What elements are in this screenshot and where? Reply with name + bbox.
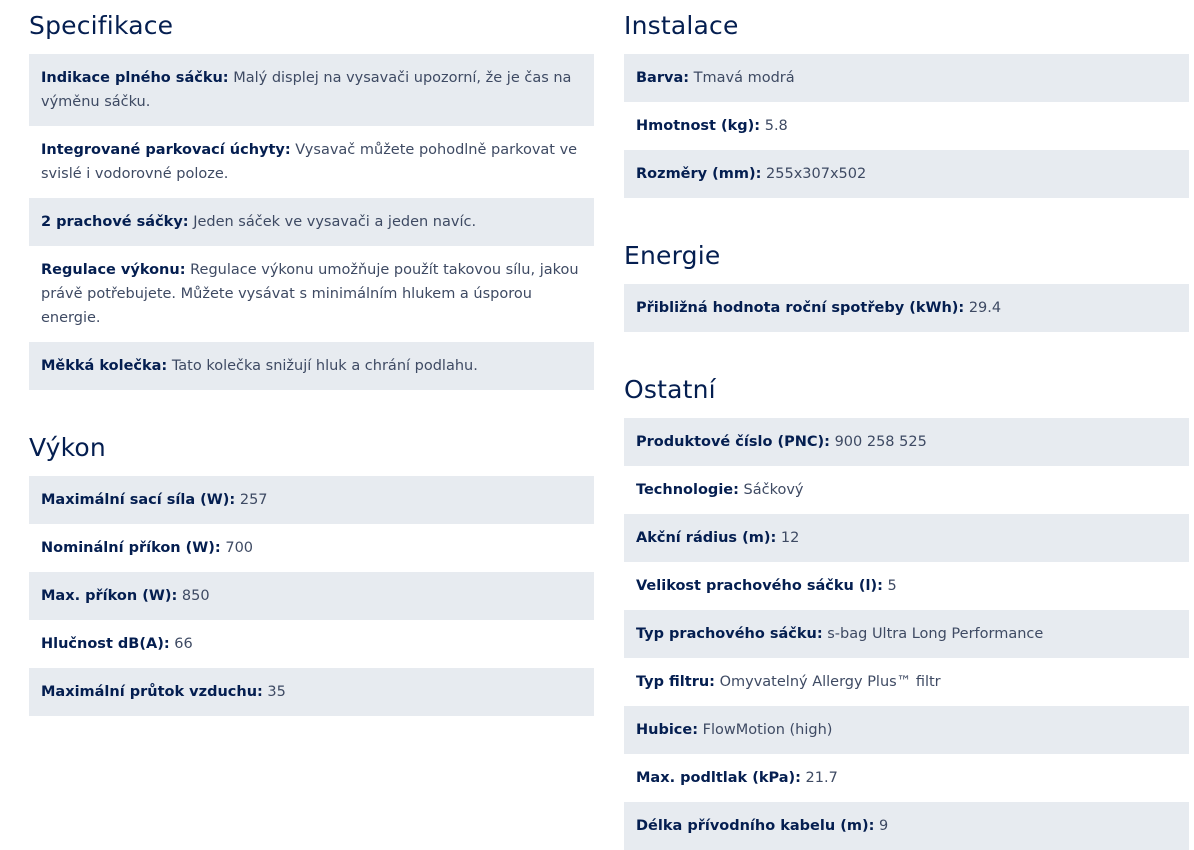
spec-row bbox=[624, 514, 1189, 562]
spec-value: 5 bbox=[887, 578, 897, 594]
spec-row bbox=[624, 562, 1189, 610]
section-spacer bbox=[29, 390, 594, 422]
section-spacer bbox=[624, 332, 1189, 364]
spec-row bbox=[624, 610, 1189, 658]
spec-label: Typ filtru: bbox=[636, 674, 715, 690]
spec-row bbox=[624, 754, 1189, 802]
spec-value: 12 bbox=[780, 530, 800, 546]
spec-value: 35 bbox=[267, 684, 286, 700]
spec-label: 2 prachové sáčky: bbox=[41, 214, 189, 230]
spec-row bbox=[29, 342, 594, 390]
spec-row bbox=[624, 150, 1189, 198]
spec-value: Sáčkový bbox=[743, 482, 804, 498]
spec-value: 257 bbox=[239, 492, 268, 508]
spec-value: 66 bbox=[174, 636, 193, 652]
spec-row bbox=[29, 126, 594, 198]
energie-list bbox=[624, 284, 1189, 332]
spec-row bbox=[624, 706, 1189, 754]
spec-label: Barva: bbox=[636, 70, 690, 86]
spec-label: Měkká kolečka: bbox=[41, 358, 168, 374]
spec-value: 900 258 525 bbox=[834, 434, 927, 450]
spec-label: Technologie: bbox=[636, 482, 739, 498]
spec-value: 5.8 bbox=[764, 118, 788, 134]
spec-value: 29.4 bbox=[968, 300, 1002, 316]
spec-label: Akční rádius (m): bbox=[636, 530, 777, 546]
spec-row bbox=[29, 524, 594, 572]
spec-row bbox=[29, 246, 594, 342]
spec-value: Regulace výkonu umožňuje použít takovou sílu, jakou právě potřebujete. Můžete vysávat s minimálním hlukem a úsporou energie. bbox=[41, 262, 579, 326]
spec-label: Hlučnost dB(A): bbox=[41, 636, 170, 652]
section-title-energie: Energie bbox=[624, 241, 721, 270]
section-title-instalace: Instalace bbox=[624, 11, 739, 40]
spec-label: Regulace výkonu: bbox=[41, 262, 186, 278]
spec-value: Tato kolečka snižují hluk a chrání podlahu. bbox=[171, 358, 478, 374]
vykon-list bbox=[29, 476, 594, 716]
spec-value: 255x307x502 bbox=[766, 166, 867, 182]
spec-row bbox=[624, 466, 1189, 514]
spec-row bbox=[624, 802, 1189, 850]
ostatni-list bbox=[624, 418, 1189, 850]
spec-label: Hubice: bbox=[636, 722, 699, 738]
spec-value: s-bag Ultra Long Performance bbox=[827, 626, 1044, 642]
section-title-vykon: Výkon bbox=[29, 433, 106, 462]
spec-label: Přibližná hodnota roční spotřeby (kWh): bbox=[636, 300, 965, 316]
spec-value: Tmavá modrá bbox=[693, 70, 795, 86]
section-title-ostatni: Ostatní bbox=[624, 375, 716, 404]
spec-row bbox=[29, 54, 594, 126]
spec-value: 21.7 bbox=[805, 770, 838, 786]
spec-row bbox=[29, 668, 594, 716]
section-spacer bbox=[624, 198, 1189, 230]
instalace-list bbox=[624, 54, 1189, 198]
spec-value: Omyvatelný Allergy Plus™ filtr bbox=[719, 674, 941, 690]
spec-label: Maximální průtok vzduchu: bbox=[41, 684, 263, 700]
spec-value: 850 bbox=[181, 588, 210, 604]
spec-label: Indikace plného sáčku: bbox=[41, 70, 229, 86]
spec-value: Malý displej na vysavači upozorní, že je čas na výměnu sáčku. bbox=[41, 70, 572, 110]
spec-row bbox=[624, 658, 1189, 706]
spec-row bbox=[29, 476, 594, 524]
specifikace-list bbox=[29, 54, 594, 390]
spec-row bbox=[29, 198, 594, 246]
spec-label: Max. příkon (W): bbox=[41, 588, 178, 604]
spec-label: Maximální sací síla (W): bbox=[41, 492, 236, 508]
spec-value: 9 bbox=[879, 818, 889, 834]
left-column bbox=[29, 0, 594, 716]
spec-label: Produktové číslo (PNC): bbox=[636, 434, 830, 450]
spec-value: Vysavač můžete pohodlně parkovat ve svislé i vodorovné poloze. bbox=[41, 142, 578, 182]
spec-label: Typ prachového sáčku: bbox=[636, 626, 823, 642]
spec-label: Velikost prachového sáčku (l): bbox=[636, 578, 883, 594]
section-title-specifikace: Specifikace bbox=[29, 11, 174, 40]
spec-label: Integrované parkovací úchyty: bbox=[41, 142, 291, 158]
spec-value: FlowMotion (high) bbox=[702, 722, 833, 738]
right-column bbox=[624, 0, 1189, 850]
spec-row bbox=[29, 572, 594, 620]
spec-row bbox=[624, 418, 1189, 466]
spec-value: 700 bbox=[225, 540, 254, 556]
spec-label: Hmotnost (kg): bbox=[636, 118, 761, 134]
spec-row bbox=[29, 620, 594, 668]
spec-row bbox=[624, 284, 1189, 332]
spec-label: Rozměry (mm): bbox=[636, 166, 762, 182]
spec-row bbox=[624, 102, 1189, 150]
spec-value: Jeden sáček ve vysavači a jeden navíc. bbox=[193, 214, 477, 230]
spec-label: Max. podltlak (kPa): bbox=[636, 770, 801, 786]
spec-row bbox=[624, 54, 1189, 102]
spec-label: Délka přívodního kabelu (m): bbox=[636, 818, 875, 834]
spec-label: Nominální příkon (W): bbox=[41, 540, 221, 556]
